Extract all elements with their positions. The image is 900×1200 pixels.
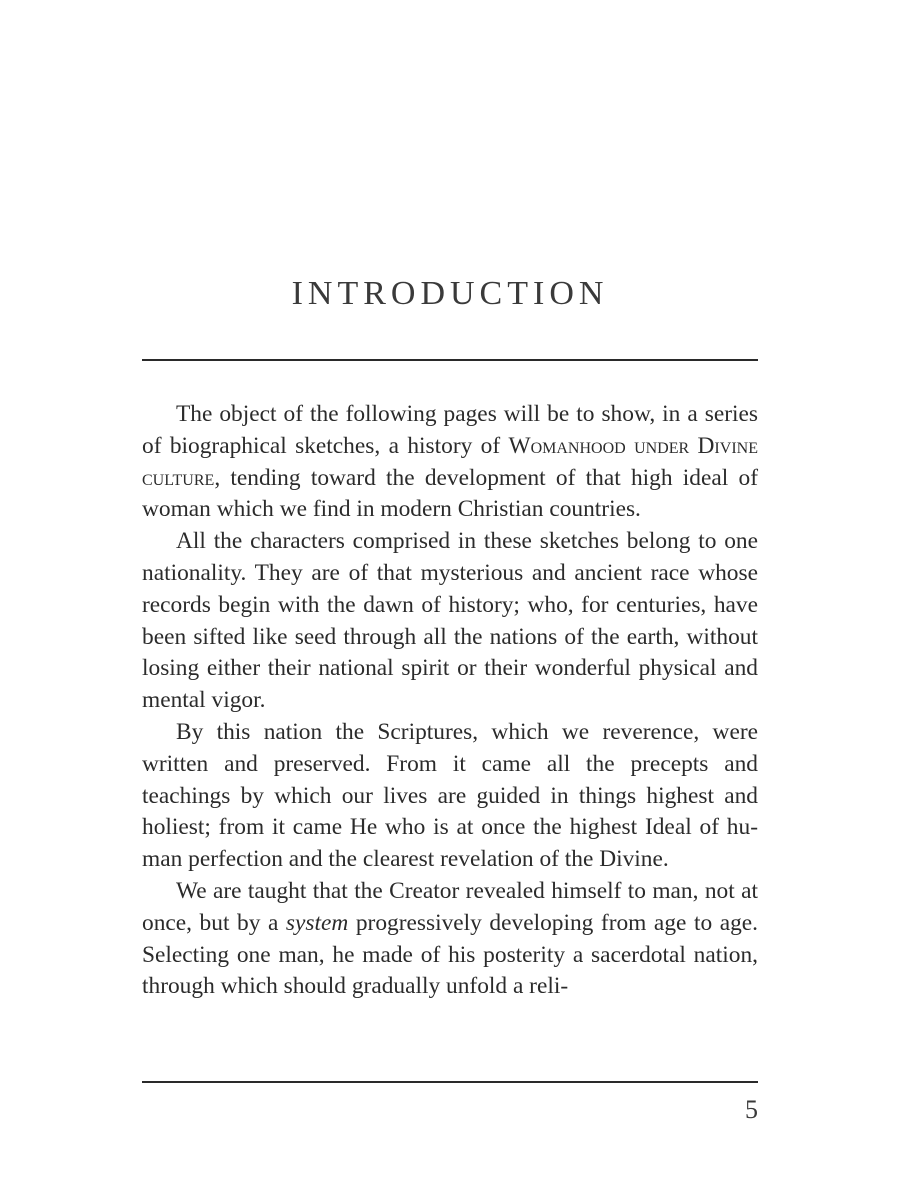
small-caps-phrase: Womanhood under Divine culture (142, 432, 758, 491)
italic-word: system (285, 909, 349, 936)
paragraph-text: , tending toward the development of that high ideal of woman which we find in modern Christian countries. (142, 464, 758, 523)
page-number: 5 (745, 1095, 758, 1124)
paragraph (142, 876, 758, 1003)
footer-rule (142, 1081, 758, 1083)
paragraph: All the characters comprised in these sketches belong to one nationality. They are of that mysterious and ancient race whose records begin with the dawn of history; who, for centuries, have been sifted like seed through all the nations of the earth, without losing either their national spirit or their wonderful physical and mental vigor. (142, 528, 758, 714)
header-rule (142, 359, 758, 361)
paragraph (142, 399, 758, 526)
paragraph-text: progressively developing from age to age. Selecting one man, he made of his posterity a sacerdotal nation, through which should gradually unfold a reli- (142, 909, 759, 1000)
chapter-title: INTRODUCTION (291, 275, 609, 312)
paragraph-text: The object of the following pages will be to show, in a series of biographical sketches, a history of (142, 401, 758, 459)
body-text (142, 399, 758, 1003)
paragraph-text: We are taught that the Creator revealed himself to man, not at once, but by a (142, 877, 758, 936)
paragraph: By this nation the Scriptures, which we reverence, were written and preserved. From it came all the precepts and teachings by which our lives are guided in things highest and holiest; from it came He who is at once the highest Ideal of human perfection and the clearest revelation of the Divine. (142, 718, 758, 873)
